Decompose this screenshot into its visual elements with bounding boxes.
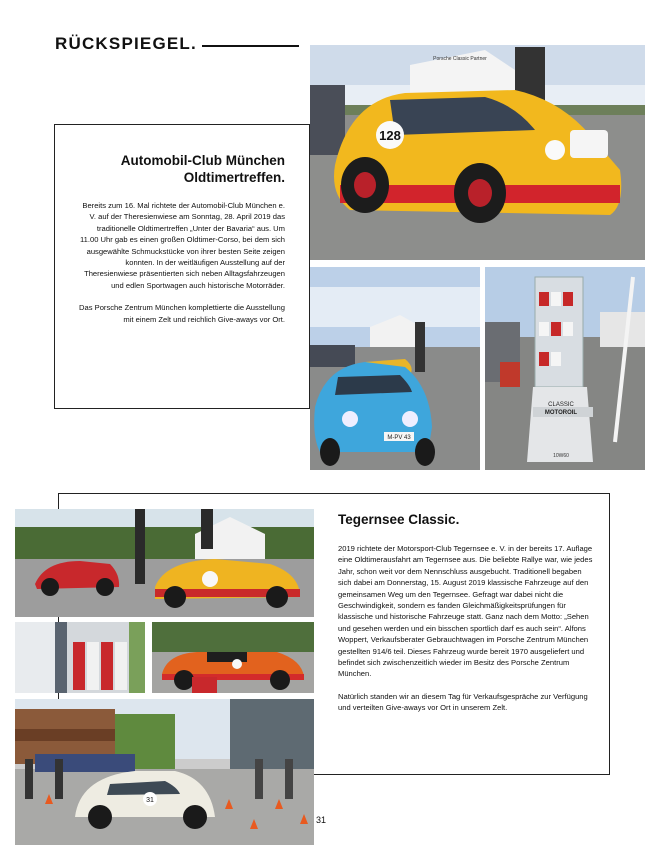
article1-paragraph: Das Porsche Zentrum München komplettierte die Ausstellung mit einem Zelt und reichlich Give-aways vor Ort. [79, 303, 285, 324]
photo-white-356 [15, 699, 314, 845]
article1-body [78, 200, 285, 336]
page-number: 31 [316, 815, 327, 825]
oil-can-grade: 10W60 [553, 453, 569, 459]
oil-can-label-motoroil: MOTOROIL [544, 410, 578, 416]
photo-orange-914 [152, 622, 314, 693]
photo-oil-can-display [485, 267, 645, 470]
article1-paragraph: Bereits zum 16. Mal richtete der Automobil-Club München e. V. auf der Theresienwiese am Sonntag, 28. April 2019 das traditionelle Oldtimertreffen „Unter der Bavaria“ aus. Um 11.00 Uhr gab es einen großen Oldtimer-Corso, bei dem sich ausgewählte Schmuckstücke von ihrer besten Seite zeigen konnten. In der weitläufigen Ausstellung auf der Theresienwiese präsentierten sich neben Alltagsfahrzeugen und edlen Sportwagen auch historische Motorräder. [80, 201, 285, 290]
photo-oil-cans-small [15, 622, 145, 693]
photo-tegernsee-rally-cars [15, 509, 314, 617]
article2-title [338, 511, 459, 528]
article2-body [338, 543, 596, 725]
photo-yellow-rally-porsche [310, 45, 645, 260]
section-title: RÜCKSPIEGEL. [55, 34, 197, 53]
oil-can-label-classic: CLASSIC [548, 402, 574, 408]
white-car-number: 31 [146, 797, 154, 804]
article1-title-line2: Oldtimertreffen. [183, 170, 285, 185]
article2-paragraph: 2019 richtete der Motorsport-Club Tegernsee e. V. in der bereits 17. Auflage eine Oldtimerausfahrt am Tegernsee aus. Die beliebte Rallye war, wie jedes Jahr, schon weit vor dem Nennschluss ausgebucht. Traditionell begaben sich dabei am Donnerstag, 15. August 2019 klassische Fahrzeuge auf den gemeinsamen Weg um den Tegernsee. Gefragt war dabei nicht die Geschwindigkeit, sondern es fanden Gleichmäßigkeitsprüfungen für klassische und historische Fahrzeuge statt. Ganz nach dem Motto: „Sehen und gesehen werden und ein bisschen sportlich darf es auch sein“. Alfons Woppert, Verkaufsberater Gebrauchtwagen im Porsche Zentrum München gestellten 914/6 teil. Dieses Fahrzeug wurde bereit 1970 ausgeliefert und befindet sich zwischenzeitlich wieder im Besitz des Porsche Zentrum München. [338, 544, 593, 679]
rally-car-number: 128 [379, 128, 401, 143]
article2-title-text: Tegernsee Classic. [338, 512, 460, 527]
article1-title-line1: Automobil-Club München [120, 153, 285, 168]
blue-car-plate: M-PV 43 [387, 435, 411, 441]
header-rule [202, 45, 299, 47]
article1-title [62, 152, 285, 186]
photo-blue-porsche [310, 267, 480, 470]
tent-sign-text: Porsche Classic Partner [433, 56, 487, 62]
article2-paragraph: Natürlich standen wir an diesem Tag für Verkaufsgespräche zur Verfügung und verteilten Give-aways vor Ort in unserem Zelt. [338, 691, 588, 713]
